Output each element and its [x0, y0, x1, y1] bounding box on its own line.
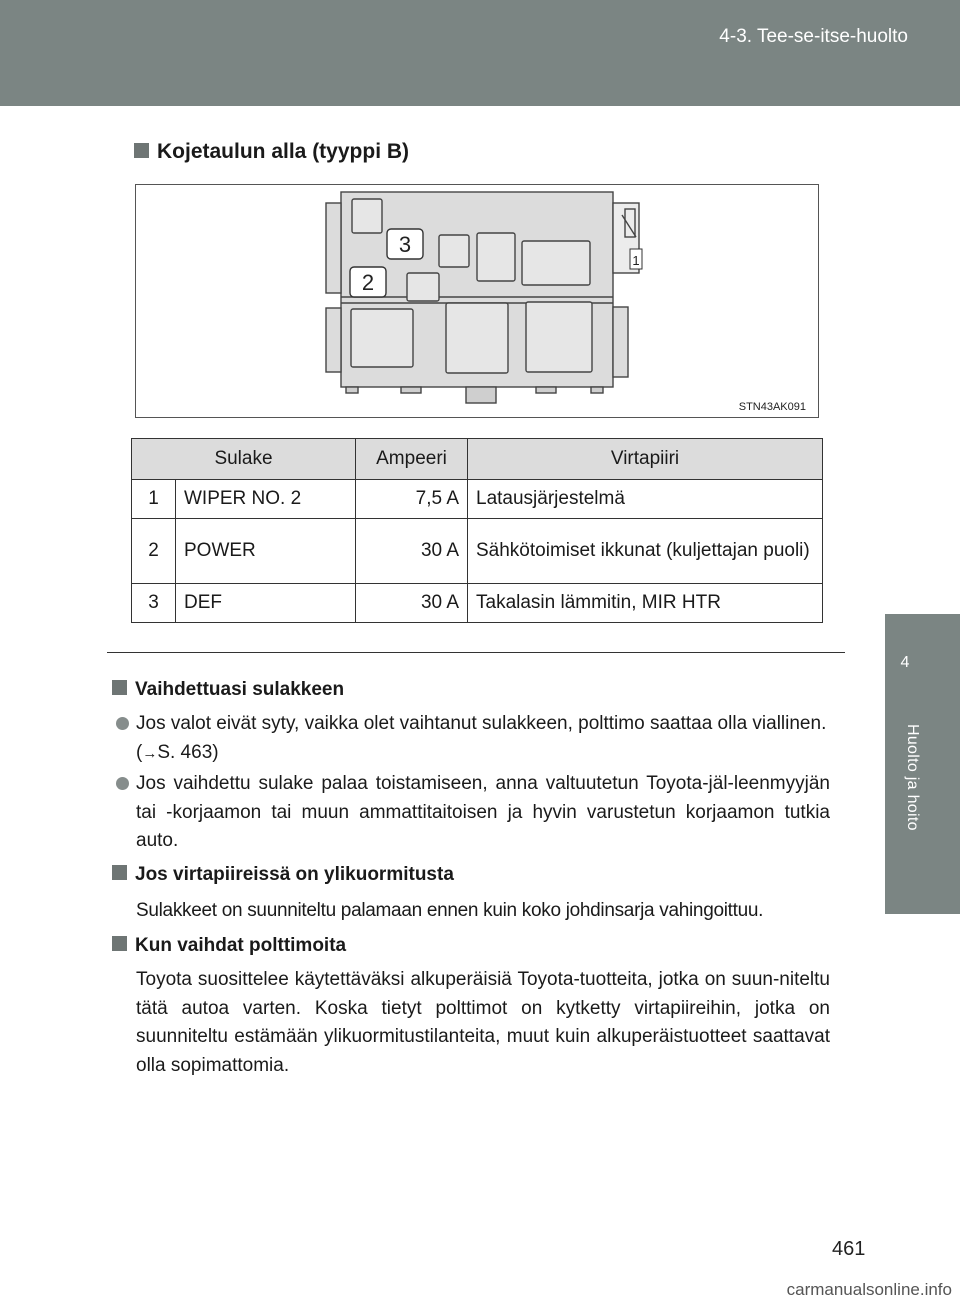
chapter-title: 4-3. Tee-se-itse-huolto — [719, 26, 908, 47]
note-body: Toyota suosittelee käytettäväksi alkuperäisiä Toyota-tuotteita, jotka on suun-niteltu tätä autoa varten. Koska tietyt polttimot on kytketty virtapiireihin, jotka on suunniteltu estämään ylikuormitustilanteita, muut kuin alkuperäistuotteet saattavat olla sopimattomia. — [136, 969, 830, 1076]
note-heading-bulbs — [112, 932, 832, 961]
fuse-ampere: 7,5 A — [356, 480, 468, 519]
fuse-circuit: Latausjärjestelmä — [468, 480, 823, 519]
fuse-ampere: 30 A — [356, 519, 468, 584]
table-row — [132, 584, 823, 623]
bullet-item — [136, 770, 830, 856]
bullet-text: Jos valot eivät syty, vaikka olet vaihtanut sulakkeen, polttimo saattaa olla viallinen. ( — [136, 713, 827, 763]
watermark: carmanualsonline.info — [786, 1280, 952, 1299]
note-heading-overload — [112, 861, 832, 890]
fuse-name: DEF — [176, 584, 356, 623]
callout-2: 2 — [361, 270, 375, 295]
round-bullet-icon — [116, 777, 129, 790]
note-body: Sulakkeet on suunniteltu palamaan ennen kuin koko johdinsarja vahingoittuu. — [136, 900, 764, 921]
fuse-ampere: 30 A — [356, 584, 468, 623]
note-heading-text: Vaihdettuasi sulakkeen — [135, 679, 345, 700]
bullet-item — [136, 710, 830, 768]
section-divider — [107, 652, 845, 653]
table-row — [132, 519, 823, 584]
header-bar — [0, 0, 960, 106]
fuse-name: WIPER NO. 2 — [176, 480, 356, 519]
column-header-ampere: Ampeeri — [356, 439, 468, 480]
note-heading-text: Kun vaihdat polttimoita — [135, 935, 347, 956]
table-row — [132, 480, 823, 519]
fuse-box-diagram — [135, 184, 819, 418]
fuse-number: 1 — [132, 480, 176, 519]
square-bullet-icon — [112, 680, 127, 695]
column-header-fuse: Sulake — [132, 439, 356, 480]
section-heading-text: Kojetaulun alla (tyyppi B) — [157, 140, 410, 163]
note-heading-text: Jos virtapiireissä on ylikuormitusta — [135, 864, 454, 885]
square-bullet-icon — [112, 936, 127, 951]
page-reference-link[interactable]: S. 463) — [157, 741, 219, 763]
bullet-text: Jos vaihdettu sulake palaa toistamiseen, anna valtuutetun Toyota-jäl-leenmyyjän tai -korjaamon tai muun ammattitaitoisen ja hyvin varustetun korjaamon tutkia auto. — [136, 773, 830, 851]
page-number: 461 — [832, 1238, 866, 1260]
fuse-name: POWER — [176, 519, 356, 584]
chapter-label: Huolto ja hoito — [904, 724, 921, 831]
note-heading-fuse-replaced — [112, 676, 832, 705]
chapter-side-tab[interactable] — [885, 614, 960, 914]
arrow-right-icon: → — [142, 744, 158, 762]
fuse-number: 2 — [132, 519, 176, 584]
fuse-table — [131, 438, 823, 623]
fuse-box-drawing — [136, 185, 818, 417]
section-heading — [134, 140, 409, 164]
square-bullet-icon — [112, 865, 127, 880]
fuse-number: 3 — [132, 584, 176, 623]
fuse-circuit: Takalasin lämmitin, MIR HTR — [468, 584, 823, 623]
callout-3: 3 — [398, 232, 412, 257]
callout-1: 1 — [632, 253, 640, 268]
column-header-circuit: Virtapiiri — [468, 439, 823, 480]
fuse-circuit: Sähkötoimiset ikkunat (kuljettajan puoli) — [468, 519, 823, 584]
figure-code: STN43AK091 — [738, 401, 806, 413]
square-bullet-icon — [134, 143, 149, 158]
chapter-number: 4 — [900, 654, 910, 671]
round-bullet-icon — [116, 717, 129, 730]
